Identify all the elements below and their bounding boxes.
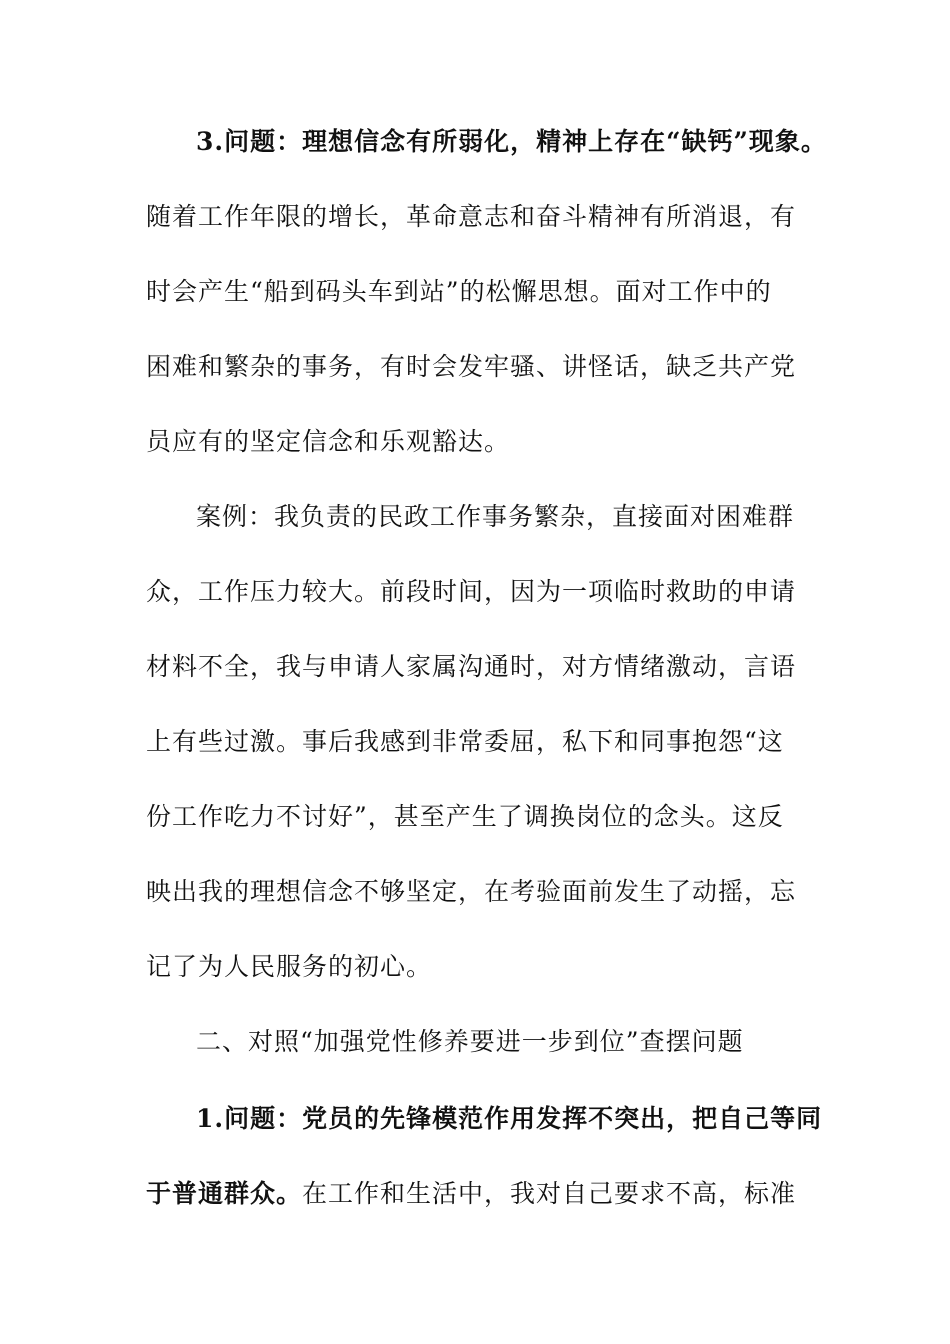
paragraph-line: 记了为人民服务的初心。 — [146, 952, 433, 981]
paragraph-line: 困难和繁杂的事务，有时会发牢骚、讲怪话，缺乏共产党 — [146, 352, 797, 381]
problem-3-paragraph — [146, 179, 806, 479]
problem-1-block — [146, 1081, 823, 1231]
paragraph-line: 映出我的理想信念不够坚定，在考验面前发生了动摇，忘 — [146, 877, 797, 906]
paragraph-line: 员应有的坚定信念和乐观豁达。 — [146, 427, 511, 456]
problem-1-body-start: 在工作和生活中，我对自己要求不高，标准 — [302, 1179, 797, 1208]
problem-1-line-2 — [146, 1156, 806, 1231]
paragraph-line: 随着工作年限的增长，革命意志和奋斗精神有所消退，有 — [146, 202, 797, 231]
section-two-heading: 二、对照“加强党性修养要进一步到位”查摆问题 — [196, 1027, 744, 1056]
problem-3-heading-block — [146, 104, 827, 179]
section-two-heading-block — [146, 1004, 806, 1079]
case-paragraph — [146, 479, 806, 1004]
paragraph-line: 上有些过激。事后我感到非常委屈，私下和同事抱怨“这 — [146, 727, 784, 756]
paragraph-line: 材料不全，我与申请人家属沟通时，对方情绪激动，言语 — [146, 652, 797, 681]
paragraph-line: 案例：我负责的民政工作事务繁杂，直接面对困难群 — [196, 502, 795, 531]
paragraph-line: 众，工作压力较大。前段时间，因为一项临时救助的申请 — [146, 577, 797, 606]
problem-1-heading: 1.问题：党员的先锋模范作用发挥不突出，把自己等同 — [196, 1104, 823, 1133]
problem-1-heading-tail: 于普通群众。 — [146, 1179, 303, 1208]
paragraph-line: 时会产生“船到码头车到站”的松懈思想。面对工作中的 — [146, 277, 772, 306]
paragraph-line: 份工作吃力不讨好”，甚至产生了调换岗位的念头。这反 — [146, 802, 784, 831]
problem-3-heading: 3.问题：理想信念有所弱化，精神上存在“缺钙”现象。 — [196, 127, 827, 156]
